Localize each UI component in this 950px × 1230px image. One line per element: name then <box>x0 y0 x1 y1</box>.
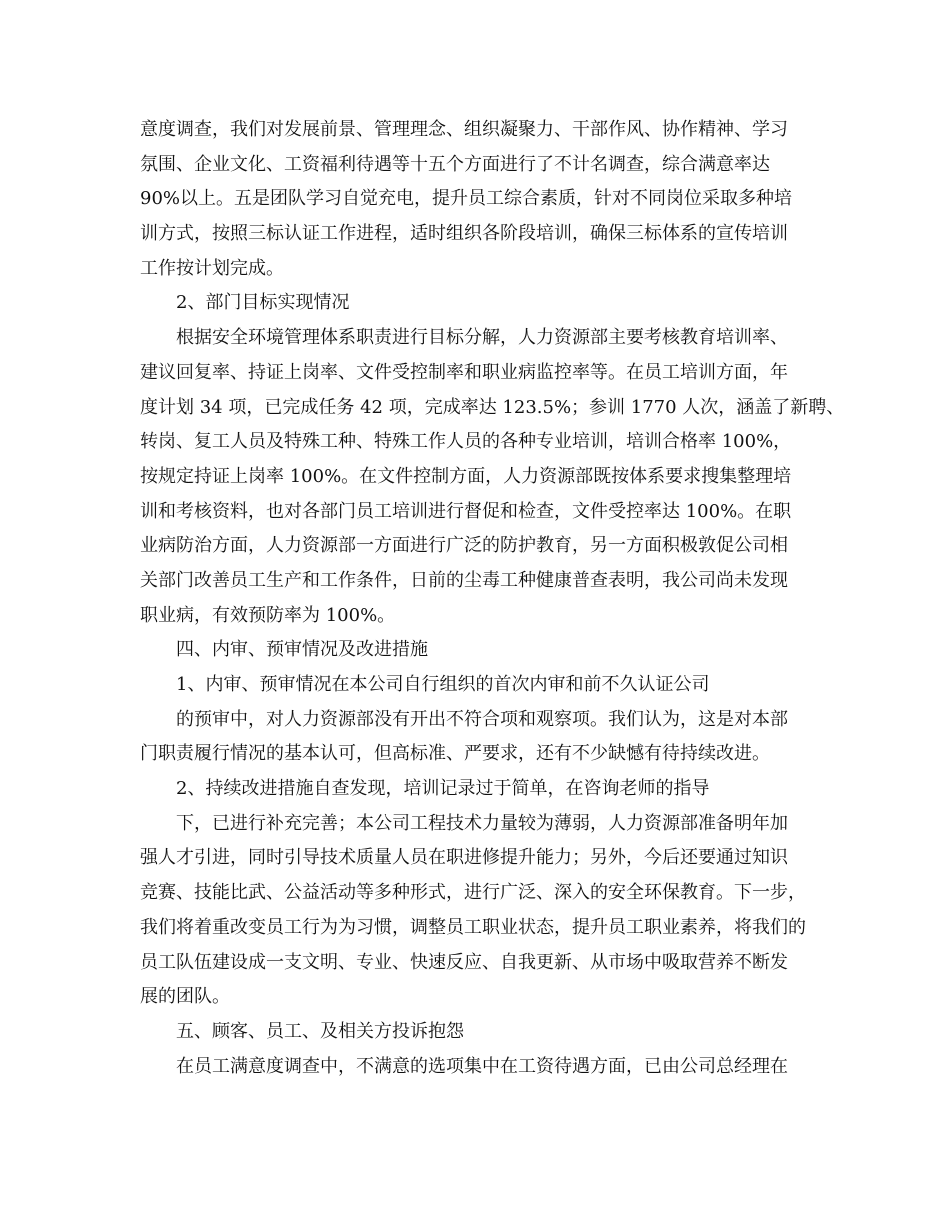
text-line: 职业病，有效预防率为 100%。 <box>140 604 396 626</box>
text-line: 训方式，按照三标认证工作进程，适时组织各阶段培训，确保三标体系的宣传培训 <box>140 223 788 245</box>
text-line: 工作按计划完成。 <box>140 257 284 279</box>
text-line: 按规定持证上岗率 100%。在文件控制方面，人力资源部既按体系要求搜集整理培 <box>140 465 792 487</box>
text-line: 在员工满意度调查中，不满意的选项集中在工资待遇方面，已由公司总经理在 <box>176 1055 788 1077</box>
text-line: 1、内审、预审情况在本公司自行组织的首次内审和前不久认证公司 <box>176 674 710 695</box>
text-line: 2、持续改进措施自查发现，培训记录过于简单，在咨询老师的指导 <box>176 778 710 800</box>
text-line: 训和考核资料，也对各部门员工培训进行督促和检查，文件受控率达 100%。在职 <box>140 500 792 522</box>
text-line: 员工队伍建设成一支文明、专业、快速反应、自我更新、从市场中吸取营养不断发 <box>140 951 788 973</box>
text-line: 90%以上。五是团队学习自觉充电，提升员工综合素质，针对不同岗位采取多种培 <box>140 188 793 210</box>
text-line: 下，已进行补充完善；本公司工程技术力量较为薄弱，人力资源部准备明年加 <box>176 812 788 834</box>
text-line: 根据安全环境管理体系职责进行目标分解，人力资源部主要考核教育培训率、 <box>176 327 788 349</box>
text-line: 意度调查，我们对发展前景、管理理念、组织凝聚力、干部作风、协作精神、学习 <box>140 119 788 140</box>
section-heading: 五、顾客、员工、及相关方投诉抱怨 <box>176 1020 464 1042</box>
text-line: 关部门改善员工生产和工作条件，日前的尘毒工种健康普查表明，我公司尚未发现 <box>140 569 788 591</box>
text-line: 展的团队。 <box>140 986 230 1008</box>
text-line: 业病防治方面，人力资源部一方面进行广泛的防护教育，另一方面积极敦促公司相 <box>140 535 788 557</box>
text-line: 度计划 34 项，已完成任务 42 项，完成率达 123.5%；参训 1770 人次，涵盖了新聘、 <box>140 396 845 418</box>
section-heading: 2、部门目标实现情况 <box>176 292 350 314</box>
text-line: 转岗、复工人员及特殊工种、特殊工作人员的各种专业培训，培训合格率 100%， <box>140 431 792 453</box>
section-heading: 四、内审、预审情况及改进措施 <box>176 639 428 661</box>
text-line: 门职责履行情况的基本认可，但高标准、严要求，还有不少缺憾有待持续改进。 <box>140 743 770 765</box>
text-line: 建议回复率、持证上岗率、文件受控制率和职业病监控率等。在员工培训方面，年 <box>140 361 788 383</box>
text-line: 氛围、企业文化、工资福利待遇等十五个方面进行了不计名调查，综合满意率达 <box>140 153 770 175</box>
body-text <box>140 113 845 1084</box>
text-line: 的预审中，对人力资源部没有开出不符合项和观察项。我们认为，这是对本部 <box>176 708 788 730</box>
text-line: 我们将着重改变员工行为为习惯，调整员工职业状态，提升员工职业素养，将我们的 <box>140 916 806 938</box>
text-line: 强人才引进，同时引导技术质量人员在职进修提升能力；另外，今后还要通过知识 <box>140 847 788 869</box>
text-line: 竞赛、技能比武、公益活动等多种形式，进行广泛、深入的安全环保教育。下一步， <box>140 882 806 904</box>
